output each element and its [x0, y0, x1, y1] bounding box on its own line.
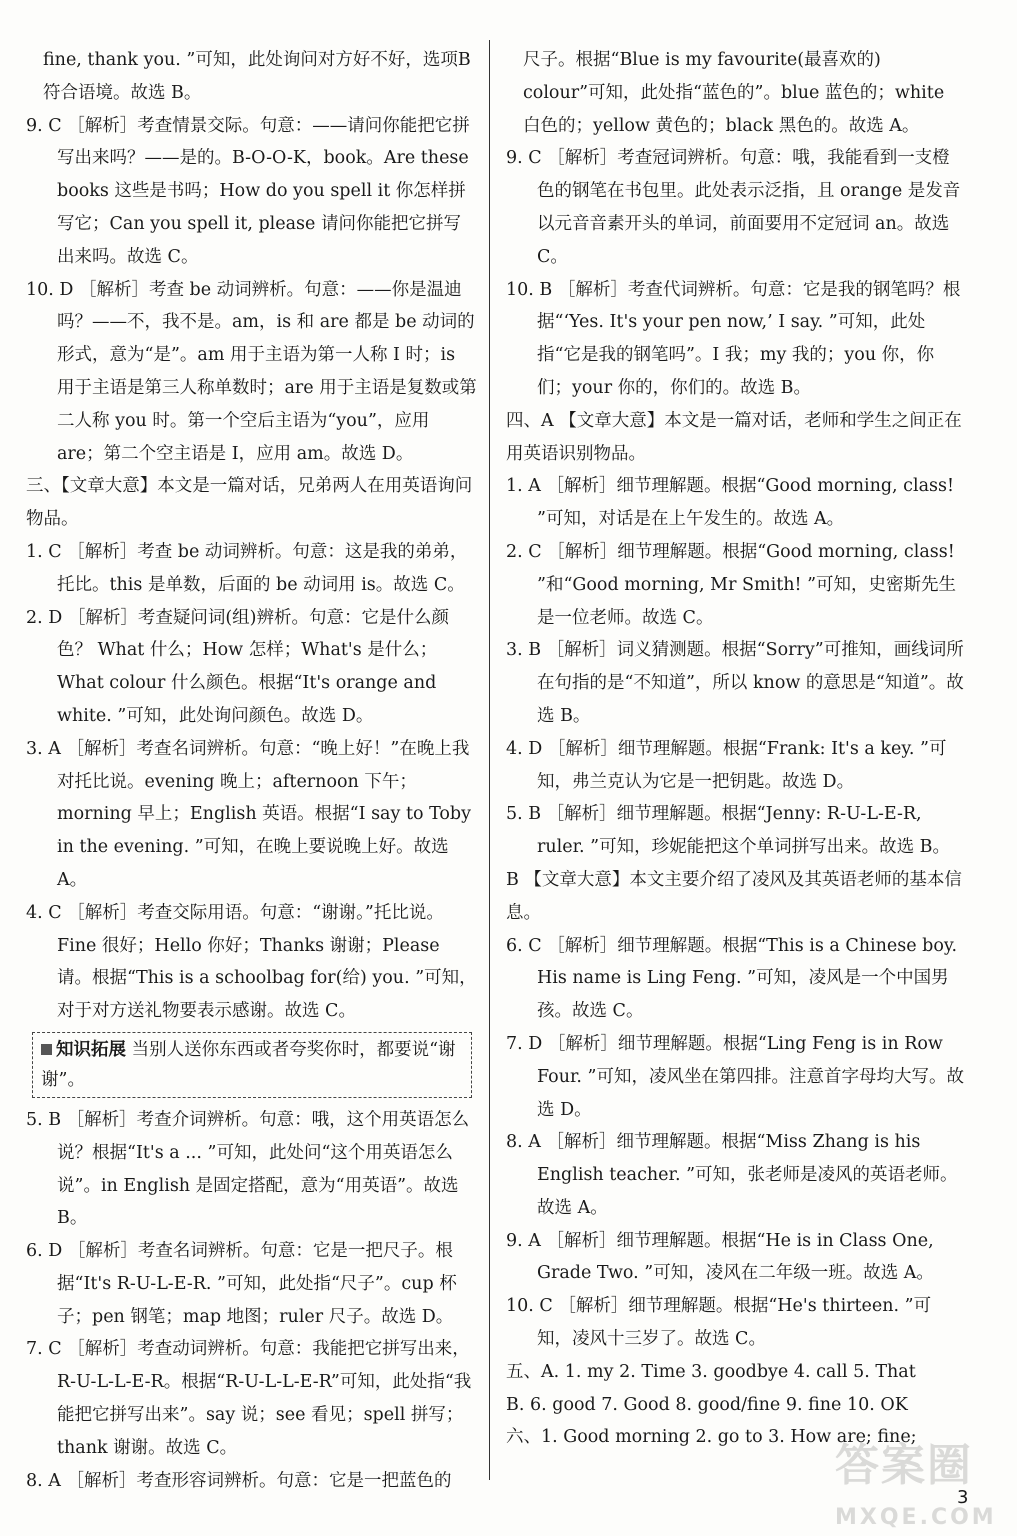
answer-item-9: 9. C ［解析］考查情景交际。句意：——请问你能把它拼写出来吗？——是的。B-O-O-K，book。Are these books 这些是书吗；How do you spell it 你怎样拼写它；Can you spell it, please 请问你能把它拼写出来吗。故选 C。	[26, 115, 470, 267]
answer-item-6: 6. D ［解析］考查名词辨析。句意：它是一把尺子。根据“It's R-U-L-E-R. ”可知，此处指“尺子”。cup 杯子；pen 钢笔；map 地图；ruler 尺子。故选 D。	[26, 1241, 457, 1327]
answer-item-2: 2. C ［解析］细节理解题。根据“Good morning, class! ”和“Good morning, Mr Smith! ”可知，史密斯先生是一位老师。故选 C。	[506, 541, 957, 628]
answer-item-7: 7. D ［解析］细节理解题。根据“Ling Feng is in Row Four. ”可知，凌风坐在第四排。注意首字母均大写。故选 D。	[506, 1033, 965, 1120]
answer-item-10: 10. C ［解析］细节理解题。根据“He's thirteen. ”可知，凌风十三岁了。故选 C。	[506, 1296, 932, 1350]
square-bullet-icon	[41, 1044, 52, 1055]
watermark-line-1: 答案圈	[835, 1440, 973, 1491]
watermark-logo	[823, 1440, 997, 1530]
section-5-line-b: B. 6. good 7. Good 8. good/fine 9. fine 10. OK	[506, 1394, 908, 1415]
section-4-heading: 四、A 【文章大意】本文是一篇对话，老师和学生之间正在用英语识别物品。	[506, 410, 962, 464]
answer-item-9: 9. A ［解析］细节理解题。根据“He is in Class One, Grade Two. ”可知，凌风在二年级一班。故选 A。	[506, 1230, 934, 1284]
answer-item-1: 1. A ［解析］细节理解题。根据“Good morning, class! ”可知，对话是在上午发生的。故选 A。	[506, 476, 955, 530]
answer-item-4: 4. C ［解析］考查交际用语。句意：“谢谢。”托比说。Fine 很好；Hello 你好；Thanks 谢谢；Please 请。根据“This is a schoolbag for(给) you. ”可知，对于对方送礼物要表示感谢。故选 C。	[26, 902, 477, 1022]
answer-item-10: 10. D ［解析］考查 be 动词辨析。句意：——你是温迪吗？——不，我不是。am，is 和 are 都是 be 动词的形式，意为“是”。am 用于主语为第一人称 I 时；is 用于主语是第三人称单数时；are 用于主语是复数或第二人称 you 时。第一个空后主语为“you”，应用 are；第二个空主语是 I，应用 am。故选 D。	[26, 279, 477, 464]
page-number: 3	[957, 1487, 969, 1508]
answer-item-1: 1. C ［解析］考查 be 动词辨析。句意：这是我的弟弟，托比。this 是单数，后面的 be 动词用 is。故选 C。	[26, 541, 468, 595]
answer-item-7: 7. C ［解析］考查动词辨析。句意：我能把它拼写出来，R-U-L-L-E-R。根据“R-U-L-L-E-R”可知，此处指“我能把它拼写出来”。say 说；see 看见；spell 拼写；thank 谢谢。故选 C。	[26, 1339, 472, 1458]
answer-item-9: 9. C ［解析］考查冠词辨析。句意：哦，我能看到一支橙色的钢笔在书包里。此处表示泛指，且 orange 是发音以元音音素开头的单词，前面要用不定冠词 an。故选 C。	[506, 148, 961, 267]
answer-item-5: 5. B ［解析］考查介词辨析。句意：哦，这个用英语怎么说？根据“It's a ... ”可知，此处问“这个用英语怎么说”。in English 是固定搭配，意为“用英语”。故选 B。	[26, 1109, 470, 1229]
section-5-line-a: 五、A. 1. my 2. Time 3. goodbye 4. call 5. That	[506, 1361, 916, 1382]
answer-item-10: 10. B ［解析］考查代词辨析。句意：它是我的钢笔吗？根据“‘Yes. It's your pen now,’ I say. ”可知，此处指“它是我的钢笔吗”。I 我；my 我的；you 你，你们；your 你的，你们的。故选 B。	[506, 279, 961, 398]
box-title: 知识拓展	[56, 1039, 126, 1060]
box-text: 当别人送你东西或者夸奖你时，都要说“谢谢”。	[41, 1039, 456, 1090]
answer-item-8: 8. A ［解析］考查形容词辨析。句意：它是一把蓝色的	[26, 1470, 452, 1491]
watermark-line-2: MXQE.COM	[835, 1505, 997, 1530]
column-divider	[489, 40, 490, 1480]
left-column	[26, 44, 478, 1497]
right-column	[506, 44, 966, 1454]
continued-text: 尺子。根据“Blue is my favourite(最喜欢的) colour”可知，此处指“蓝色的”。blue 蓝色的；white 白色的；yellow 黄色的；black 黑色的。故选 A。	[523, 50, 945, 136]
section-b-heading: B 【文章大意】本文主要介绍了凌风及其英语老师的基本信息。	[506, 869, 962, 923]
answer-item-3: 3. B ［解析］词义猜测题。根据“Sorry”可推知，画线词所在句指的是“不知道”，所以 know 的意思是“知道”。故选 B。	[506, 640, 964, 726]
section-3-heading: 三、【文章大意】本文是一篇对话，兄弟两人在用英语询问物品。	[26, 476, 473, 530]
answer-item-6: 6. C ［解析］细节理解题。根据“This is a Chinese boy. His name is Ling Feng. ”可知，凌风是一个中国男孩。故选 C。	[506, 935, 958, 1022]
answer-item-2: 2. D ［解析］考查疑问词(组)辨析。句意：它是什么颜色？ What 什么；How 怎样；What's 是什么；What colour 什么颜色。根据“It's orange and white. ”可知，此处询问颜色。故选 D。	[26, 607, 450, 726]
answer-item-8: 8. A ［解析］细节理解题。根据“Miss Zhang is his English teacher. ”可知，张老师是凌风的英语老师。故选 A。	[506, 1132, 958, 1218]
answer-item-4: 4. D ［解析］细节理解题。根据“Frank: It's a key. ”可知，弗兰克认为它是一把钥匙。故选 D。	[506, 738, 947, 792]
section-6-line: 六、1. Good morning 2. go to 3. How are; fine;	[506, 1427, 917, 1448]
knowledge-extension-box	[32, 1032, 472, 1098]
continued-text: fine, thank you. ”可知，此处询问对方好不好，选项B符合语境。故选 B。	[43, 50, 471, 103]
answer-item-3: 3. A ［解析］考查名词辨析。句意：“晚上好！”在晚上我对托比说。evening 晚上；afternoon 下午；morning 早上；English 英语。根据“I say to Toby in the evening. ”可知，在晚上要说晚上好。故选 A。	[26, 738, 472, 890]
answer-item-5: 5. B ［解析］细节理解题。根据“Jenny: R-U-L-E-R, ruler. ”可知，珍妮能把这个单词拼写出来。故选 B。	[506, 804, 951, 858]
